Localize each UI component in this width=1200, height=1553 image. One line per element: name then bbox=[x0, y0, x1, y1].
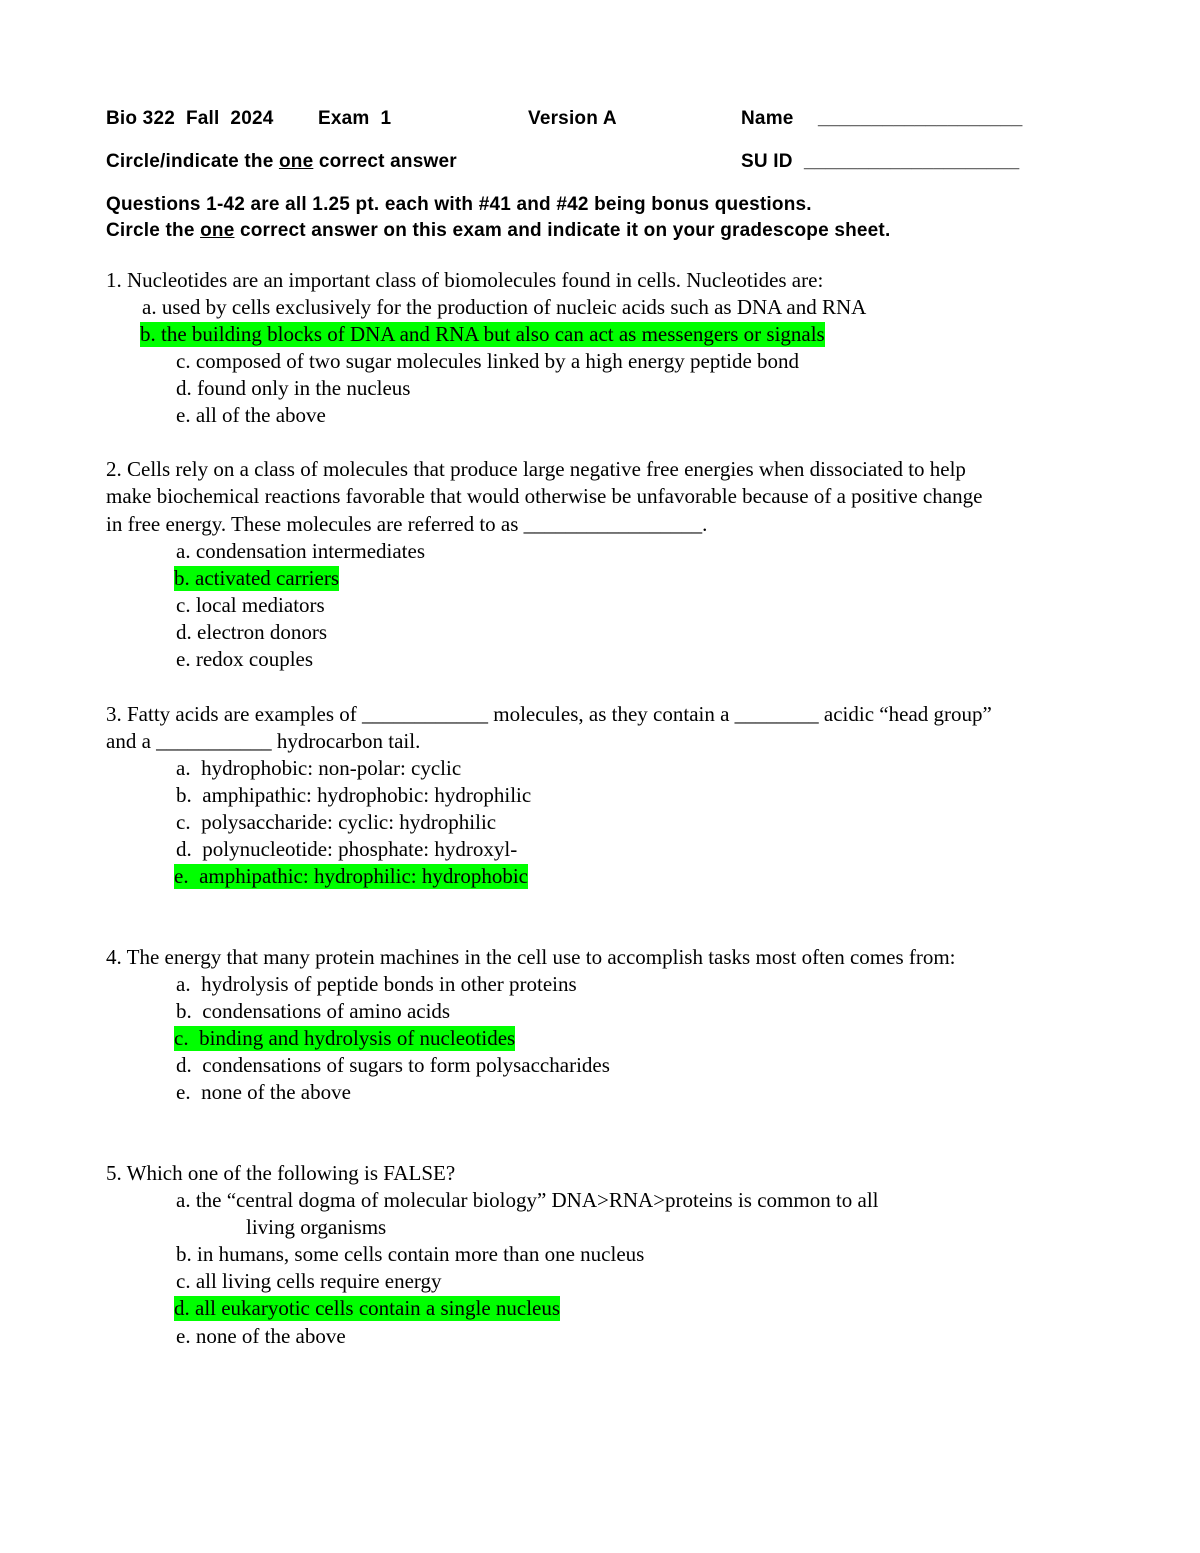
name-field[interactable]: ___________________ bbox=[818, 108, 1023, 129]
course-title: Bio 322 Fall 2024 bbox=[106, 108, 274, 129]
q1-stem: 1. Nucleotides are an important class of biomolecules found in cells. Nucleotides are: bbox=[106, 268, 824, 292]
q2-option-a[interactable]: a. condensation intermediates bbox=[176, 539, 425, 563]
q1-option-a[interactable]: a. used by cells exclusively for the production of nucleic acids such as DNA and RNA bbox=[142, 295, 867, 319]
q3-option-b[interactable]: b. amphipathic: hydrophobic: hydrophilic bbox=[176, 783, 532, 807]
q3-option-d[interactable]: d. polynucleotide: phosphate: hydroxyl- bbox=[176, 837, 518, 861]
exam-label: Exam 1 bbox=[318, 108, 392, 129]
q2-stem-line1: 2. Cells rely on a class of molecules that produce large negative free energies when dissociated to help bbox=[106, 457, 966, 481]
q2-option-b-correct[interactable]: b. activated carriers bbox=[174, 566, 339, 590]
q4-option-b[interactable]: b. condensations of amino acids bbox=[176, 999, 451, 1023]
q4-option-c-correct[interactable]: c. binding and hydrolysis of nucleotides bbox=[174, 1026, 516, 1050]
q2-option-e[interactable]: e. redox couples bbox=[176, 647, 314, 671]
q1-option-c[interactable]: c. composed of two sugar molecules linked by a high energy peptide bond bbox=[176, 349, 800, 373]
q3-stem-line1: 3. Fatty acids are examples of ____________ molecules, as they contain a ________ acidic “head group” bbox=[106, 702, 992, 726]
q5-stem: 5. Which one of the following is FALSE? bbox=[106, 1161, 456, 1185]
q5-option-a-continued: living organisms bbox=[246, 1215, 387, 1239]
q2-stem-line2: make biochemical reactions favorable that would otherwise be unfavorable because of a positive change bbox=[106, 484, 983, 508]
q5-option-c[interactable]: c. all living cells require energy bbox=[176, 1269, 442, 1293]
q5-option-e[interactable]: e. none of the above bbox=[176, 1324, 346, 1348]
q4-option-a[interactable]: a. hydrolysis of peptide bonds in other proteins bbox=[176, 972, 577, 996]
points-note: Questions 1-42 are all 1.25 pt. each with #41 and #42 being bonus questions. bbox=[106, 194, 812, 215]
suid-label: SU ID bbox=[741, 151, 793, 172]
q4-stem: 4. The energy that many protein machines in the cell use to accomplish tasks most often comes from: bbox=[106, 945, 956, 969]
q2-stem-line3: in free energy. These molecules are referred to as _________________. bbox=[106, 512, 708, 536]
q3-stem-line2: and a ___________ hydrocarbon tail. bbox=[106, 729, 421, 753]
q1-option-b-correct[interactable]: b. the building blocks of DNA and RNA but also can act as messengers or signals bbox=[140, 322, 825, 346]
q3-option-e-correct[interactable]: e. amphipathic: hydrophilic: hydrophobic bbox=[174, 864, 529, 888]
q1-option-d[interactable]: d. found only in the nucleus bbox=[176, 376, 411, 400]
q2-option-d[interactable]: d. electron donors bbox=[176, 620, 328, 644]
q5-option-a[interactable]: a. the “central dogma of molecular biology” DNA>RNA>proteins is common to all bbox=[176, 1188, 879, 1212]
circle-note: Circle the one correct answer on this exam and indicate it on your gradescope sheet. bbox=[106, 220, 891, 241]
q4-option-d[interactable]: d. condensations of sugars to form polysaccharides bbox=[176, 1053, 610, 1077]
version-label: Version A bbox=[528, 108, 617, 129]
suid-field[interactable]: ____________________ bbox=[804, 151, 1020, 172]
q3-option-c[interactable]: c. polysaccharide: cyclic: hydrophilic bbox=[176, 810, 497, 834]
q3-option-a[interactable]: a. hydrophobic: non-polar: cyclic bbox=[176, 756, 462, 780]
q5-option-d-correct[interactable]: d. all eukaryotic cells contain a single nucleus bbox=[174, 1296, 561, 1320]
q5-option-b[interactable]: b. in humans, some cells contain more than one nucleus bbox=[176, 1242, 645, 1266]
q2-option-c[interactable]: c. local mediators bbox=[176, 593, 325, 617]
instruction-line: Circle/indicate the one correct answer bbox=[106, 151, 457, 172]
q1-option-e[interactable]: e. all of the above bbox=[176, 403, 326, 427]
q4-option-e[interactable]: e. none of the above bbox=[176, 1080, 351, 1104]
name-label: Name bbox=[741, 108, 794, 129]
